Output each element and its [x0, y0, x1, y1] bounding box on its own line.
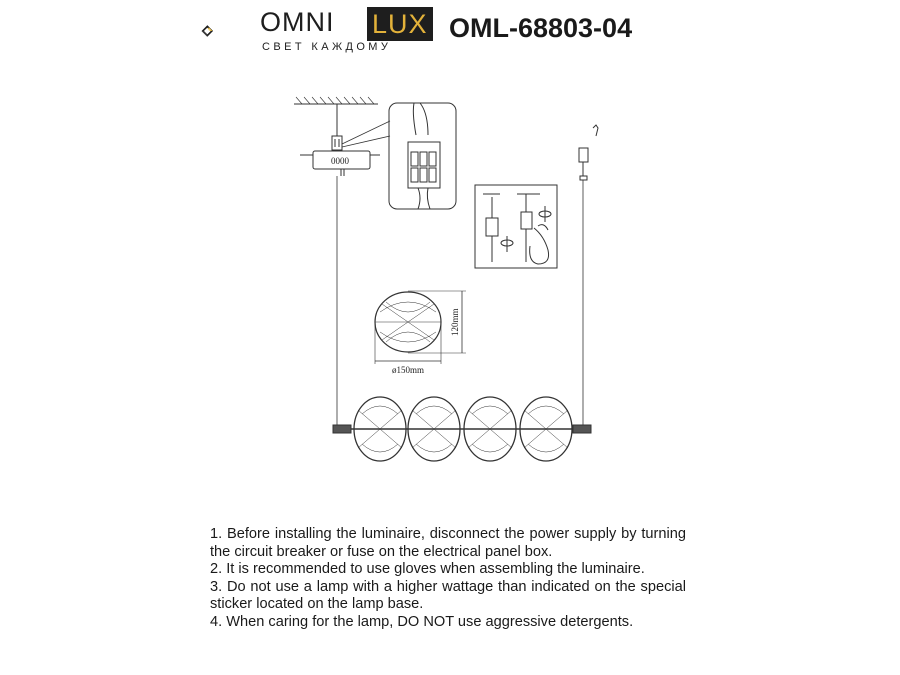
dimension-diameter: ø150mm: [392, 365, 425, 375]
brand-tagline: СВЕТ КАЖДОМУ: [262, 41, 392, 53]
terminal-block-icon: [389, 103, 456, 209]
model-number: OML-68803-04: [449, 13, 633, 43]
shade-2: [408, 397, 460, 461]
shade-4: [520, 397, 572, 461]
instruction-item: 1. Before installing the luminaire, disconnect the power supply by turning the circuit breaker or fuse on the electrical panel box.: [210, 526, 686, 560]
shade-3: [464, 397, 516, 461]
instruction-item: 2. It is recommended to use gloves when assembling the luminaire.: [210, 561, 645, 578]
terminal-label: 0000: [331, 156, 349, 166]
right-suspension: [579, 125, 598, 426]
dimension-height: 120mm: [450, 308, 460, 336]
instruction-item: 4. When caring for the lamp, DO NOT use aggressive detergents.: [210, 613, 634, 630]
shade-1: [354, 397, 406, 461]
installation-instructions: [210, 526, 686, 632]
brand-name-lux: LUX: [367, 7, 433, 41]
instruction-item: 3. Do not use a lamp with a higher wattage than indicated on the special sticker located on the lamp base.: [210, 578, 686, 613]
brand-name-omni: OMNI: [260, 7, 335, 37]
cable-clamp-icon: [475, 185, 557, 268]
